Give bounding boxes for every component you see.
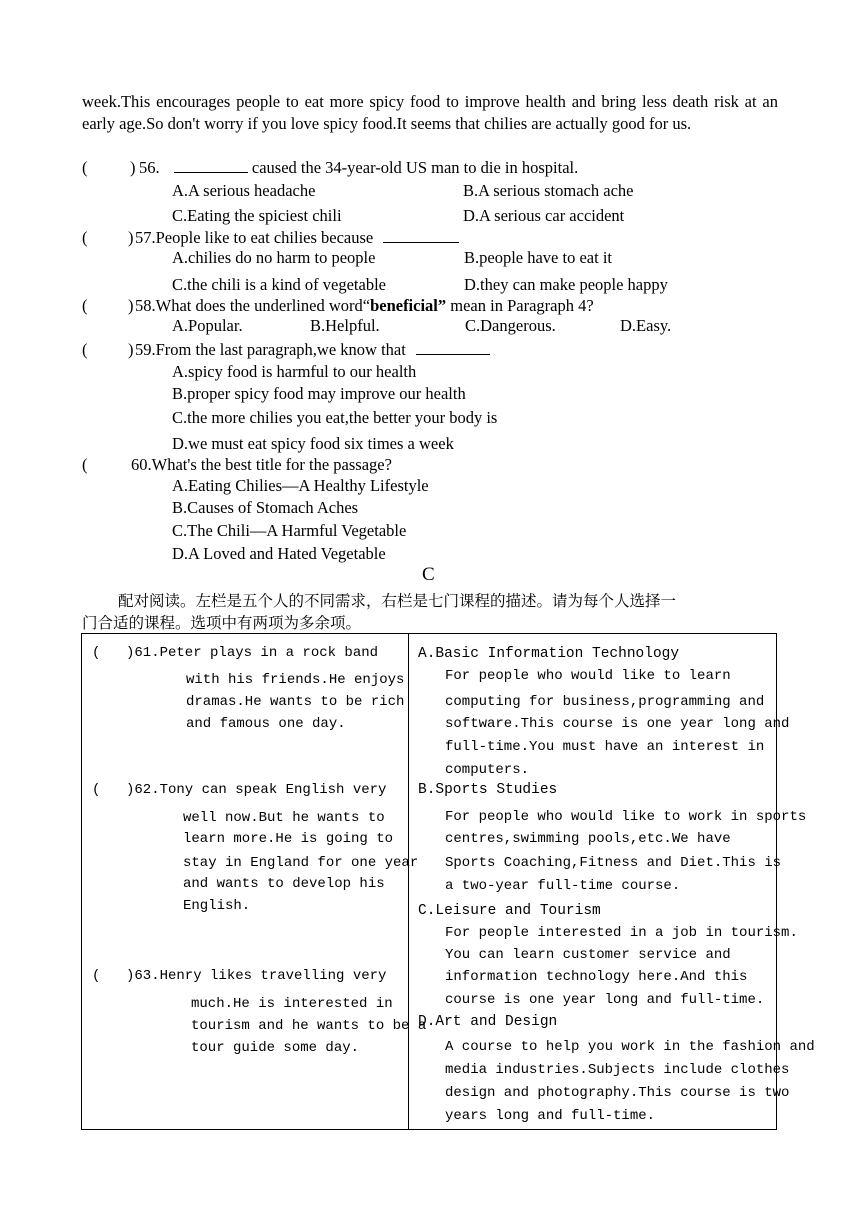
question-58-stem (135, 295, 594, 317)
course-c-line: course is one year long and full-time. (445, 992, 765, 1008)
course-b-line: a two-year full-time course. (445, 878, 681, 894)
item-63-line: much.He is interested in (191, 996, 393, 1012)
question-57-paren: ( (82, 228, 88, 247)
course-b-line: For people who would like to work in sports (445, 809, 807, 825)
section-instructions-line2: 门合适的课程。选项中有两项为多余项。 (82, 614, 362, 632)
course-a-line: software.This course is one year long and (445, 716, 790, 732)
question-text: 58.What does the underlined word“ (135, 296, 371, 315)
question-text-end: mean in Paragraph 4? (446, 296, 594, 315)
option-d: D.A serious car accident (463, 206, 625, 225)
question-57-close: ) (128, 228, 134, 247)
course-d-line: design and photography.This course is two (445, 1085, 790, 1101)
option-a: A.A serious headache (172, 181, 316, 200)
item-62-line: and wants to develop his (183, 876, 385, 892)
option-d: D.they can make people happy (464, 275, 668, 294)
answer-blank (174, 158, 248, 173)
course-c-title: C.Leisure and Tourism (418, 903, 601, 919)
option-a: A.Eating Chilies—A Healthy Lifestyle (172, 476, 429, 495)
option-c: C.Eating the spiciest chili (172, 206, 342, 225)
course-a-line: computers. (445, 762, 530, 778)
course-a-line: computing for business,programming and (445, 694, 765, 710)
item-61-line: with his friends.He enjoys (186, 672, 405, 688)
passage-text: week.This encourages people to eat more spicy food to improve health and bring less death risk at an early age.So don't worry if you love spicy food.It seems that chilies are actually good for us. (82, 92, 778, 133)
option-b: B.people have to eat it (464, 248, 612, 267)
question-58-paren: ( (82, 296, 88, 315)
item-61-head: )61.Peter plays in a rock band (126, 645, 379, 661)
question-text: 57.People like to eat chilies because (135, 228, 378, 247)
option-c: C.Dangerous. (465, 316, 556, 335)
item-63-line: tour guide some day. (191, 1040, 360, 1056)
item-61-line: and famous one day. (186, 716, 346, 732)
option-c: C.The Chili—A Harmful Vegetable (172, 521, 407, 540)
option-a: A.Popular. (172, 316, 243, 335)
course-d-line: A course to help you work in the fashion and (445, 1039, 815, 1055)
section-letter: C (422, 564, 435, 585)
item-62-head: )62.Tony can speak English very (126, 782, 387, 798)
question-60-paren: ( (82, 455, 88, 474)
course-d-line: media industries.Subjects include clothes (445, 1062, 790, 1078)
question-59-paren: ( (82, 340, 88, 359)
option-b: B.A serious stomach ache (463, 181, 634, 200)
course-c-line: You can learn customer service and (445, 947, 731, 963)
underlined-word: beneficial” (370, 296, 447, 315)
item-62-line: stay in England for one year (183, 855, 419, 871)
course-b-line: centres,swimming pools,etc.We have (445, 831, 731, 847)
question-59-close: ) (128, 340, 134, 359)
item-63-line: tourism and he wants to be a (191, 1018, 427, 1034)
question-60-stem: 60.What's the best title for the passage? (131, 455, 392, 474)
answer-blank (383, 228, 459, 243)
question-text: 59.From the last paragraph,we know that (135, 340, 410, 359)
course-b-line: Sports Coaching,Fitness and Diet.This is (445, 855, 782, 871)
item-61-line: dramas.He wants to be rich (186, 694, 405, 710)
course-c-line: information technology here.And this (445, 969, 748, 985)
answer-blank (416, 340, 490, 355)
question-number: 56. (139, 158, 160, 177)
course-b-title: B.Sports Studies (418, 782, 558, 798)
option-d: D.A Loved and Hated Vegetable (172, 544, 386, 563)
option-b: B.Causes of Stomach Aches (172, 498, 359, 517)
course-c-line: For people interested in a job in tourism. (445, 925, 798, 941)
course-d-title: D.Art and Design (418, 1014, 558, 1030)
option-b: B.proper spicy food may improve our health (172, 384, 466, 403)
course-a-line: For people who would like to learn (445, 668, 731, 684)
question-56-stem (139, 157, 578, 179)
course-a-title: A.Basic Information Technology (418, 646, 680, 662)
question-57-stem (135, 227, 459, 249)
item-62-line: English. (183, 898, 251, 914)
item-61-paren: ( (92, 645, 101, 661)
option-b: B.Helpful. (310, 316, 380, 335)
option-c: C.the more chilies you eat,the better your body is (172, 408, 498, 427)
option-a: A.spicy food is harmful to our health (172, 362, 417, 381)
question-text: caused the 34-year-old US man to die in hospital. (247, 158, 579, 177)
item-62-line: well now.But he wants to (183, 810, 385, 826)
course-d-line: years long and full-time. (445, 1108, 656, 1124)
item-63-paren: ( (92, 968, 101, 984)
item-62-paren: ( (92, 782, 101, 798)
option-a: A.chilies do no harm to people (172, 248, 376, 267)
question-59-stem (135, 339, 490, 361)
option-d: D.Easy. (620, 316, 672, 335)
section-instructions-line1: 配对阅读。左栏是五个人的不同需求，右栏是七门课程的描述。请为每个人选择一 (118, 592, 677, 610)
question-56-close: ) (130, 158, 136, 177)
option-c: C.the chili is a kind of vegetable (172, 275, 386, 294)
course-a-line: full-time.You must have an interest in (445, 739, 765, 755)
item-62-line: learn more.He is going to (183, 831, 394, 847)
question-56-paren: ( (82, 158, 88, 177)
question-58-close: ) (128, 296, 134, 315)
option-d: D.we must eat spicy food six times a week (172, 434, 454, 453)
item-63-head: )63.Henry likes travelling very (126, 968, 387, 984)
table-column-divider (408, 633, 409, 1130)
